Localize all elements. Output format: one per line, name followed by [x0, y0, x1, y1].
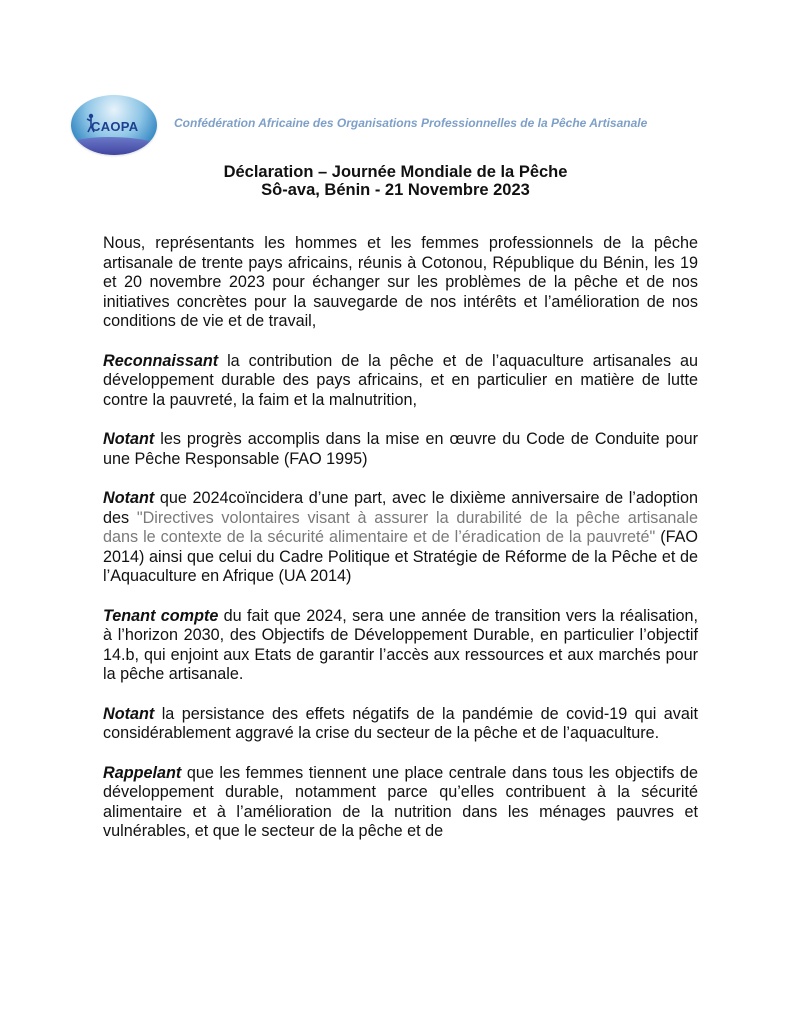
- keyword: Notant: [103, 489, 155, 507]
- paragraph-notant-covid: [103, 705, 698, 744]
- paragraph-intro: Nous, représentants les hommes et les femmes professionnels de la pêche artisanale de trente pays africains, réunis à Cotonou, République du Bénin, les 19 et 20 novembre 2023 pour échanger sur les problèmes de la pêche et de nos initiatives concrètes pour la sauvegarde de nos intérêts et l’amélioration de nos conditions de vie et de travail,: [103, 234, 698, 330]
- paragraph-text: que 2024coïncidera d’une part, avec le dixième anniversaire de l’adoption des: [103, 489, 698, 527]
- document-title: Déclaration – Journée Mondiale de la Pêche: [223, 163, 568, 181]
- paragraph-reconnaissant: [103, 352, 698, 411]
- declaration-body: [103, 234, 698, 862]
- keyword: Notant: [103, 430, 155, 448]
- directives-title: "Directives volontaires visant à assurer la durabilité de la pêche artisanale dans le contexte de la sécurité alimentaire et de l’éradication de la pauvreté": [103, 508, 698, 546]
- paragraph-text: la persistance des effets négatifs de la pandémie de covid-19 qui avait considérablement aggravé la crise du secteur de la pêche et de l’aquaculture.: [103, 704, 698, 742]
- paragraph-notant-2024: [103, 489, 698, 587]
- keyword: Rappelant: [103, 763, 182, 782]
- logo-wave: [71, 137, 157, 155]
- keyword: Notant: [103, 704, 155, 723]
- paragraph-text: du fait que 2024, sera une année de transition vers la réalisation, à l’horizon 2030, des Objectifs de Développement Durable, en particulier l’objectif 14.b, qui enjoint aux Etats de garantir l’accès aux ressources et aux marchés pour la pêche artisanale.: [103, 606, 698, 683]
- document-subtitle: Sô-ava, Bénin - 21 Novembre 2023: [261, 181, 530, 199]
- paragraph-notant-code: [103, 430, 698, 469]
- paragraph-text: (FAO 2014) ainsi que celui du Cadre Politique et Stratégie de Réforme de la Pêche et de l’Aquaculture en Afrique (UA 2014): [103, 528, 698, 585]
- paragraph-text: la contribution de la pêche et de l’aquaculture artisanales au développement durable des pays africains, et en particulier en matière de lutte contre la pauvreté, la faim et la malnutrition,: [103, 351, 698, 409]
- keyword: Tenant compte: [103, 606, 219, 625]
- organization-name: Confédération Africaine des Organisations Professionnelles de la Pêche Artisanale: [174, 116, 648, 130]
- paragraph-text: les progrès accomplis dans la mise en œuvre du Code de Conduite pour une Pêche Responsable (FAO 1995): [103, 430, 698, 468]
- keyword: Reconnaissant: [103, 351, 219, 370]
- caopa-logo: [71, 95, 157, 155]
- paragraph-tenant-compte: [103, 607, 698, 685]
- paragraph-rappelant: [103, 764, 698, 842]
- paragraph-text: que les femmes tiennent une place centrale dans tous les objectifs de développement durable, notamment parce qu’elles contribuent à la sécurité alimentaire et à l’amélioration de la nutrition dans les ménages pauvres et vulnérables, et que le secteur de la pêche et de: [103, 763, 698, 840]
- logo-text: CAOPA: [91, 119, 139, 134]
